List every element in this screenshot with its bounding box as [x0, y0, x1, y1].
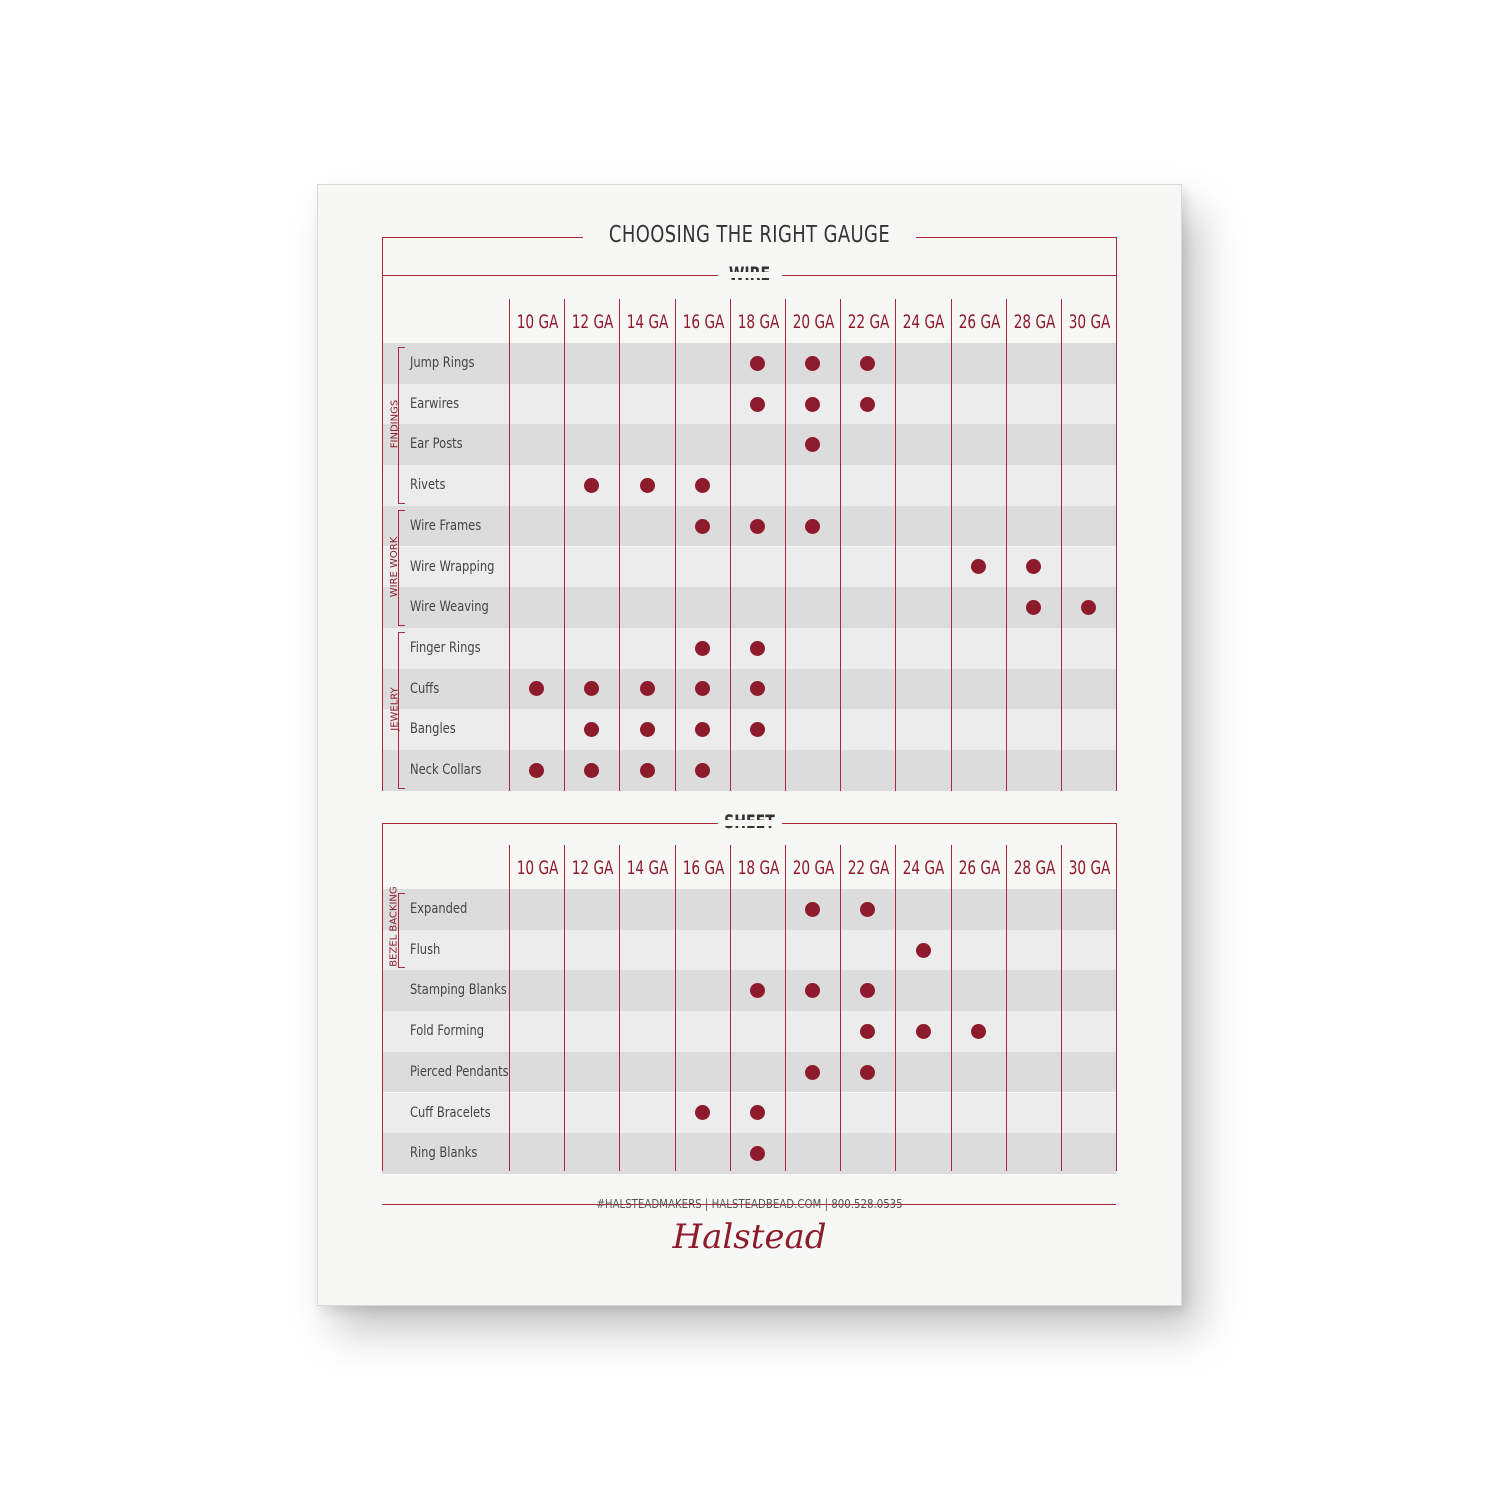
row-label: Neck Collars: [410, 762, 482, 778]
column-divider: [564, 845, 565, 1171]
gauge-dot: [805, 356, 820, 371]
gauge-dot: [640, 722, 655, 737]
gauge-dot: [750, 519, 765, 534]
column-divider: [1116, 845, 1117, 1171]
row-label: Cuff Bracelets: [410, 1104, 491, 1121]
heading-gap: [718, 820, 782, 826]
row-label: Expanded: [410, 901, 468, 917]
gauge-column-header: 26 GA: [958, 311, 1001, 333]
row-label: Fold Forming: [410, 1023, 485, 1040]
gauge-column-header: 18 GA: [737, 311, 780, 333]
gauge-dot: [805, 902, 820, 917]
row-label: Jump Rings: [410, 355, 475, 371]
row-label: Earwires: [410, 395, 460, 412]
gauge-dot: [695, 641, 710, 656]
column-divider: [1061, 845, 1062, 1171]
gauge-dot: [916, 943, 931, 958]
column-divider: [785, 299, 786, 791]
gauge-dot: [695, 763, 710, 778]
gauge-column-header: 30 GA: [1068, 311, 1111, 333]
gauge-column-header: 28 GA: [1013, 311, 1056, 333]
gauge-column-header: 18 GA: [737, 857, 780, 879]
column-divider: [951, 845, 952, 1171]
gauge-column-header: 10 GA: [516, 311, 559, 333]
gauge-dot: [916, 1024, 931, 1039]
gauge-dot: [695, 1105, 710, 1120]
gauge-chart-sheet: [317, 184, 1182, 1306]
row-label: Ring Blanks: [410, 1145, 478, 1162]
gauge-column-header: 28 GA: [1013, 857, 1056, 879]
gauge-column-header: 14 GA: [627, 857, 669, 879]
gauge-column-header: 16 GA: [682, 857, 725, 879]
gauge-dot: [1026, 600, 1041, 615]
gauge-dot: [971, 1024, 986, 1039]
column-divider: [509, 845, 510, 1171]
column-divider: [675, 845, 676, 1171]
column-divider: [785, 845, 786, 1171]
section-left-rule: [382, 823, 383, 1171]
gauge-dot: [750, 356, 765, 371]
row-label: Flush: [410, 941, 441, 958]
row-label: Cuffs: [410, 680, 440, 697]
gauge-dot: [750, 722, 765, 737]
gauge-dot: [805, 397, 820, 412]
chart-title: CHOOSING THE RIGHT GAUGE: [608, 222, 891, 248]
footer-contact: #HALSTEADMAKERS | HALSTEADBEAD.COM | 800.528.0535: [596, 1197, 903, 1211]
gauge-dot: [860, 397, 875, 412]
column-divider: [619, 299, 620, 791]
column-divider: [1006, 299, 1007, 791]
column-divider: [895, 845, 896, 1171]
column-divider: [509, 299, 510, 791]
column-divider: [619, 845, 620, 1171]
gauge-dot: [805, 1065, 820, 1080]
gauge-dot: [750, 641, 765, 656]
column-divider: [951, 299, 952, 791]
category-label: FINDINGS: [388, 400, 400, 449]
section-left-rule: [382, 275, 383, 791]
gauge-dot: [640, 763, 655, 778]
row-label: Wire Weaving: [410, 599, 489, 616]
row-label: Wire Frames: [410, 517, 482, 534]
gauge-dot: [695, 478, 710, 493]
gauge-dot: [750, 1146, 765, 1161]
row-label: Wire Wrapping: [410, 558, 495, 575]
row-label: Rivets: [410, 477, 446, 494]
gauge-column-header: 12 GA: [571, 857, 614, 879]
gauge-column-header: 22 GA: [847, 311, 890, 333]
column-divider: [840, 845, 841, 1171]
category-label: JEWELRY: [388, 687, 400, 732]
gauge-column-header: 12 GA: [571, 311, 614, 333]
halstead-logo: Halstead: [672, 1217, 827, 1257]
gauge-dot: [750, 397, 765, 412]
gauge-column-header: 22 GA: [847, 857, 890, 879]
gauge-column-header: 20 GA: [792, 857, 835, 879]
gauge-column-header: 16 GA: [682, 311, 725, 333]
gauge-dot: [529, 763, 544, 778]
column-divider: [895, 299, 896, 791]
row-label: Bangles: [410, 721, 456, 738]
gauge-column-header: 30 GA: [1068, 857, 1111, 879]
gauge-column-header: 20 GA: [792, 311, 835, 333]
column-divider: [1061, 299, 1062, 791]
column-divider: [564, 299, 565, 791]
row-label: Pierced Pendants: [410, 1063, 509, 1080]
column-divider: [1006, 845, 1007, 1171]
column-divider: [730, 299, 731, 791]
gauge-column-header: 24 GA: [903, 857, 945, 879]
gauge-dot: [971, 559, 986, 574]
gauge-column-header: 24 GA: [903, 311, 945, 333]
category-label: BEZEL BACKING: [388, 886, 400, 967]
title-left-rule: [382, 237, 383, 275]
column-divider: [840, 299, 841, 791]
row-label: Ear Posts: [410, 436, 463, 453]
gauge-dot: [640, 478, 655, 493]
gauge-column-header: 26 GA: [958, 857, 1001, 879]
gauge-column-header: 14 GA: [627, 311, 669, 333]
column-divider: [1116, 299, 1117, 791]
gauge-dot: [695, 519, 710, 534]
row-label: Finger Rings: [410, 639, 481, 656]
title-right-rule: [1116, 237, 1117, 275]
column-divider: [730, 845, 731, 1171]
row-label: Stamping Blanks: [410, 982, 507, 999]
gauge-dot: [640, 681, 655, 696]
gauge-dot: [805, 519, 820, 534]
column-divider: [675, 299, 676, 791]
category-label: WIRE WORK: [388, 536, 400, 598]
gauge-dot: [695, 722, 710, 737]
gauge-dot: [860, 1065, 875, 1080]
heading-gap: [718, 272, 782, 278]
gauge-column-header: 10 GA: [516, 857, 559, 879]
